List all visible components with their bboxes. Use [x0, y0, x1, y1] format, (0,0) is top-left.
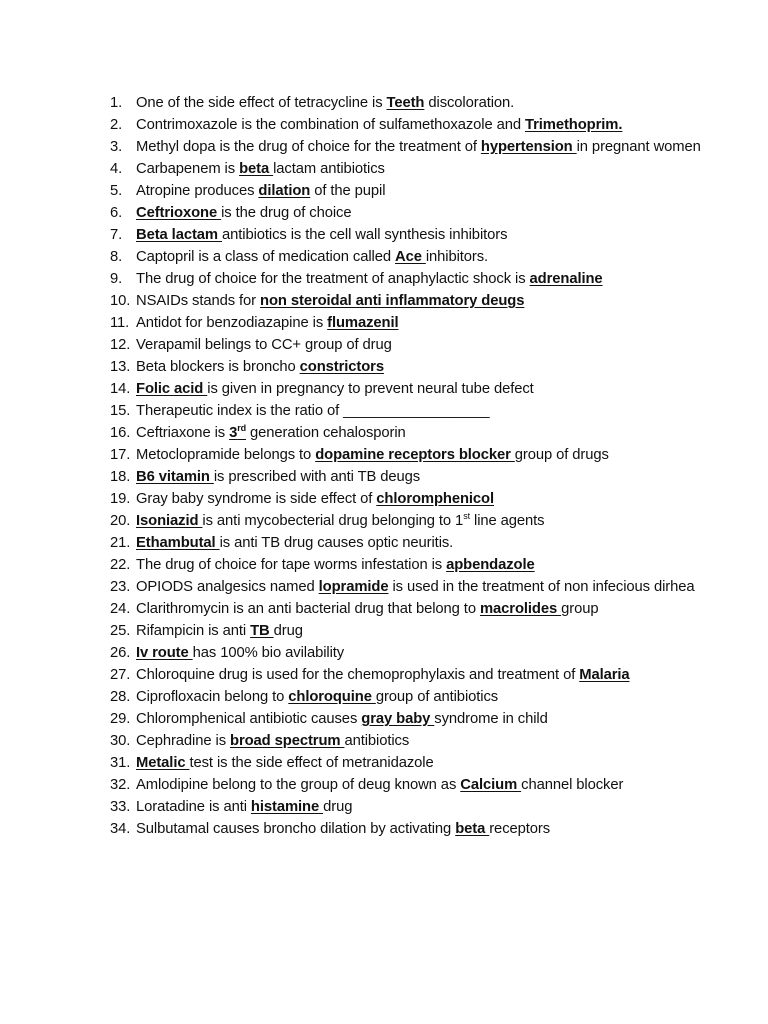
text-run: Clarithromycin is an anti bacterial drug that belong to [136, 601, 480, 617]
list-item [110, 686, 730, 708]
item-number: 31. [110, 755, 131, 771]
item-number: 14. [110, 381, 131, 397]
item-text [136, 733, 409, 749]
text-run: Carbapenem is [136, 161, 240, 177]
text-run: group of drugs [514, 447, 609, 463]
text-run: Contrimoxazole is the combination of sulfamethoxazole and [136, 117, 525, 133]
text-run: antibiotics [344, 733, 410, 749]
item-text [136, 205, 351, 221]
item-text [136, 491, 494, 507]
text-run: of the pupil [310, 183, 386, 199]
item-text [136, 711, 548, 727]
item-text [136, 755, 434, 771]
text-run: Methyl dopa is the drug of choice for the treatment of [136, 139, 481, 155]
answer-term: broad spectrum [230, 733, 345, 749]
list-item [110, 708, 730, 730]
item-number: 3. [110, 139, 123, 155]
text-run: Chloroquine drug is used for the chemoprophylaxis and treatment of [136, 667, 580, 683]
item-number: 11. [110, 315, 130, 331]
item-number: 29. [110, 711, 131, 727]
list-item [110, 664, 730, 686]
item-number: 24. [110, 601, 131, 617]
text-run: Therapeutic index is the ratio of __________________ [136, 403, 490, 419]
answer-term: apbendazole [446, 557, 535, 573]
text-run: Gray baby syndrome is side effect of [136, 491, 377, 507]
text-run: Amlodipine belong to the group of deug known as [136, 777, 461, 793]
item-number: 21. [110, 535, 131, 551]
list-item [110, 136, 730, 158]
item-number: 8. [110, 249, 123, 265]
text-run: is prescribed with anti TB deugs [213, 469, 421, 485]
answer-term: Iv route [136, 645, 193, 661]
item-number: 18. [110, 469, 131, 485]
item-number: 32. [110, 777, 131, 793]
answer-term: Calcium [460, 777, 522, 793]
answer-term: chloromphenicol [376, 491, 495, 507]
text-run: receptors [489, 821, 551, 837]
answer-term: Beta lactam [136, 227, 222, 243]
text-run: syndrome in child [434, 711, 548, 727]
item-number: 22. [110, 557, 131, 573]
list-item [110, 202, 730, 224]
item-text [136, 337, 392, 353]
item-text [136, 645, 344, 661]
list-item [110, 818, 730, 840]
list-item [110, 114, 730, 136]
text-run: is used in the treatment of non infecious dirhea [388, 579, 695, 595]
item-number: 12. [110, 337, 131, 353]
superscript: st [463, 511, 470, 522]
list-item [110, 444, 730, 466]
item-text [136, 535, 453, 551]
text-run: inhibitors. [425, 249, 489, 265]
answer-term: dilation [258, 183, 311, 199]
list-item [110, 642, 730, 664]
list-item [110, 598, 730, 620]
list-item [110, 356, 730, 378]
list-item [110, 796, 730, 818]
item-text [136, 359, 384, 375]
answer-term: Trimethoprim. [525, 117, 623, 133]
text-run: Beta blockers is broncho [136, 359, 300, 375]
item-text [136, 425, 406, 441]
text-run: Metoclopramide belongs to [136, 447, 316, 463]
list-item [110, 466, 730, 488]
answer-term: gray baby [361, 711, 435, 727]
text-run: is anti mycobecterial drug belonging to 1 [202, 513, 464, 529]
text-run: group of antibiotics [375, 689, 499, 705]
item-number: 16. [110, 425, 131, 441]
answer-term: lopramide [318, 579, 389, 595]
answer-term: B6 vitamin [136, 469, 214, 485]
answer-term [237, 425, 246, 441]
item-number: 7. [110, 227, 123, 243]
answer-term: 3 [229, 425, 238, 441]
text-run: The drug of choice for tape worms infestation is [136, 557, 447, 573]
item-text [136, 161, 385, 177]
text-run: Loratadine is anti [136, 799, 251, 815]
item-text [136, 139, 701, 155]
item-number: 20. [110, 513, 131, 529]
text-run: is anti TB drug causes optic neuritis. [219, 535, 454, 551]
list-item [110, 334, 730, 356]
text-run [463, 513, 470, 529]
item-number: 5. [110, 183, 123, 199]
answer-term: adrenaline [529, 271, 603, 287]
list-item [110, 312, 730, 334]
answer-term: constrictors [299, 359, 384, 375]
answer-term: TB [250, 623, 274, 639]
item-text [136, 117, 622, 133]
text-run: lactam antibiotics [273, 161, 385, 177]
answer-term: Ceftrioxone [136, 205, 222, 221]
item-text [136, 557, 535, 573]
item-text [136, 777, 623, 793]
text-run: One of the side effect of tetracycline is [136, 95, 387, 111]
item-number: 30. [110, 733, 131, 749]
list-item [110, 510, 730, 532]
answer-term: Ethambutal [136, 535, 220, 551]
item-text [136, 95, 514, 111]
list-item [110, 488, 730, 510]
item-number: 25. [110, 623, 131, 639]
item-number: 15. [110, 403, 131, 419]
item-text [136, 469, 420, 485]
text-run: line agents [470, 513, 545, 529]
answer-term: macrolides [479, 601, 562, 617]
item-text [136, 623, 303, 639]
text-run: is the drug of choice [221, 205, 352, 221]
text-run: NSAIDs stands for [136, 293, 261, 309]
list-item [110, 532, 730, 554]
text-run: Atropine produces [136, 183, 259, 199]
list-item [110, 576, 730, 598]
item-text [136, 271, 603, 287]
item-text [136, 293, 524, 309]
item-number: 17. [110, 447, 131, 463]
item-text [136, 227, 507, 243]
item-number: 23. [110, 579, 131, 595]
answer-term: Ace [394, 249, 426, 265]
item-number: 34. [110, 821, 131, 837]
item-number: 2. [110, 117, 123, 133]
list-item [110, 180, 730, 202]
item-text [136, 403, 490, 419]
answer-term: beta [455, 821, 490, 837]
item-number: 4. [110, 161, 123, 177]
item-text [136, 315, 399, 331]
item-number: 26. [110, 645, 131, 661]
text-run: Verapamil belings to CC+ group of drug [136, 337, 392, 353]
item-number: 1. [110, 95, 123, 111]
answer-term: beta [239, 161, 274, 177]
item-text [136, 249, 488, 265]
answer-term: dopamine receptors blocker [315, 447, 515, 463]
list-item [110, 730, 730, 752]
text-run: antibiotics is the cell wall synthesis inhibitors [221, 227, 508, 243]
text-run: is given in pregnancy to prevent neural tube defect [207, 381, 534, 397]
text-run: OPIODS analgesics named [136, 579, 319, 595]
list-item [110, 378, 730, 400]
list-item [110, 268, 730, 290]
text-run: discoloration. [424, 95, 515, 111]
item-text [136, 513, 544, 529]
text-run: Cephradine is [136, 733, 231, 749]
text-run: drug [273, 623, 303, 639]
text-run: generation cehalosporin [246, 425, 406, 441]
text-run: group [561, 601, 599, 617]
text-run: in pregnant women [576, 139, 701, 155]
item-text [136, 799, 352, 815]
answer-term: flumazenil [327, 315, 399, 331]
item-text [136, 381, 534, 397]
text-run: Ceftriaxone is [136, 425, 230, 441]
text-run: Ciprofloxacin belong to [136, 689, 289, 705]
item-number: 19. [110, 491, 131, 507]
item-number: 9. [110, 271, 123, 287]
answer-term: Isoniazid [136, 513, 203, 529]
text-run: Chloromphenical antibiotic causes [136, 711, 362, 727]
text-run: The drug of choice for the treatment of anaphylactic shock is [136, 271, 530, 287]
item-text [136, 183, 385, 199]
list-item [110, 422, 730, 444]
text-run: Sulbutamal causes broncho dilation by activating [136, 821, 456, 837]
item-text [136, 601, 598, 617]
list-item [110, 752, 730, 774]
list-item [110, 774, 730, 796]
answer-term: histamine [250, 799, 324, 815]
list-item [110, 224, 730, 246]
text-run: has 100% bio avilability [192, 645, 345, 661]
answer-term: Metalic [136, 755, 190, 771]
list-item [110, 246, 730, 268]
item-number: 10. [110, 293, 131, 309]
answer-term: non steroidal anti inflammatory deugs [260, 293, 525, 309]
item-text [136, 667, 630, 683]
answer-term: Folic acid [136, 381, 208, 397]
superscript: rd [237, 423, 247, 434]
list-item [110, 620, 730, 642]
item-text [136, 579, 695, 595]
list-item [110, 290, 730, 312]
item-number: 6. [110, 205, 123, 221]
item-text [136, 689, 498, 705]
item-number: 33. [110, 799, 131, 815]
text-run: channel blocker [521, 777, 624, 793]
text-run: Captopril is a class of medication called [136, 249, 395, 265]
text-run: drug [323, 799, 353, 815]
item-number: 13. [110, 359, 131, 375]
list-item [110, 554, 730, 576]
list-item [110, 92, 730, 114]
answer-term: chloroquine [288, 689, 376, 705]
item-number: 27. [110, 667, 131, 683]
text-run: Antidot for benzodiazapine is [136, 315, 328, 331]
item-number: 28. [110, 689, 131, 705]
item-text [136, 821, 550, 837]
text-run: test is the side effect of metranidazole [189, 755, 434, 771]
list-item [110, 400, 730, 422]
answer-term: Malaria [579, 667, 630, 683]
item-text [136, 447, 609, 463]
answer-term: hypertension [480, 139, 577, 155]
list-item [110, 158, 730, 180]
numbered-list [110, 92, 730, 840]
answer-term: Teeth [386, 95, 425, 111]
text-run: Rifampicin is anti [136, 623, 251, 639]
